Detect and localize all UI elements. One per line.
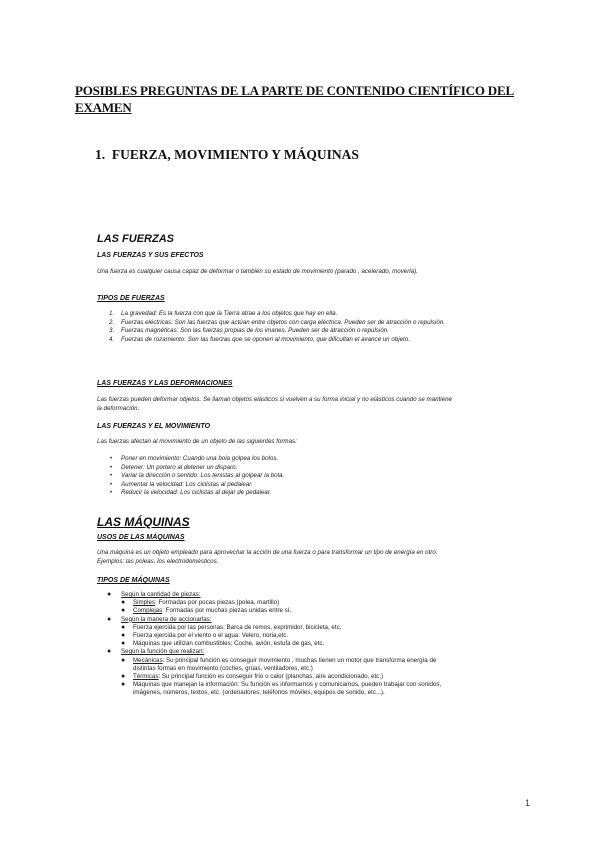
bullet-icon: ● [121,681,126,689]
section-title: FUERZA, MOVIMIENTO Y MÁQUINAS [111,147,359,162]
bullet-icon: ● [107,591,112,598]
list-item: 4. Fuerzas de rozamiento: Son las fuerzas que se oponen al movimiento, que dificultan el avance un objeto. [109,335,410,343]
document-title: POSIBLES PREGUNTAS DE LA PARTE DE CONTENIDO CIENTÍFICO DEL EXAMEN [75,83,514,115]
tipos-maquinas-list [107,591,457,698]
bullet-icon: ● [107,648,112,656]
list-item: • Detener: Un portero al detener un disparo. [107,464,437,473]
bullet-icon: ● [121,632,126,640]
list-item: ● Complejas: Formadas por muchas piezas unidas entre sí. [121,607,292,615]
list-item: ● Térmicas: Su principal función es conseguir frío o calor (planchas, aire acondicionado, etc.) [121,673,384,681]
fuerzas-heading: LAS FUERZAS [97,233,174,245]
list-item: 2. Fuerzas eléctricas: Son las fuerzas que actúan entre objetos con carga eléctrica. Pueden ser de atracción o repulsión. [109,318,445,326]
movimiento-heading: LAS FUERZAS Y EL MOVIMIENTO [97,423,211,430]
list-item: 3. Fuerzas magnéticas: Son las fuerzas propias de los imanes. Pueden ser de atracción o repulsión. [109,327,389,334]
list-item: ● Según la función que realizan: ● Mecánicas: Su principal función es conseguir movimiento , muchas tienen un motor que transforma energía de distintas formas en movimiento (coches, grúas, ventiladores, etc.) ● Térmicas: Su principal función es conseguir frío o calor (planchas, aire acondicionado, etc.) ● Máquinas que manejan la información: Su función es informarnos y comunicarnos, pueden trabajar con sonidos, imágenes, números, textos, etc. (ordenadores, teléfonos móviles, equipos de sonido, etc...). [107,648,457,697]
list-item: • Poner en movimiento: Cuando una bola golpea los bolos. [107,455,437,464]
list-item: ● Fuerza ejercida por las personas: Barca de remos, exprimidor, bicicleta, etc. [121,623,342,631]
list-item: ● Máquinas que utilizan combustibles: Coche, avión, estufa de gas, etc. [121,640,325,648]
list-item: ● Fuerza ejercida por el viento o el agua: Velero, noria,etc. [121,632,289,640]
efectos-text: Una fuerza es cualquier causa capaz de deformar o también su estado de movimiento (parado , acelerado, moverla). [97,268,418,275]
bullet-icon: ● [121,599,126,607]
bullet-icon: ● [121,640,126,648]
maquinas-heading: LAS MÁQUINAS [97,515,190,529]
list-item: ● Mecánicas: Su principal función es conseguir movimiento , muchas tienen un motor que transforma energía de distintas formas en movimiento (coches, grúas, ventiladores, etc.) [121,656,437,672]
usos-heading: USOS DE LAS MÁQUINAS [97,534,185,541]
movimiento-list [107,455,437,498]
deformaciones-text: Las fuerzas pueden deformar objetos. Se llaman objetos elásticos si vuelven a su forma inicial y no elásticos cuando se mantiene la deformación. [97,396,452,412]
usos-text: Una máquina es un objeto empleado para aprovechar la acción de una fuerza o para transformar un tipo de energía en otro. Ejemplos: las poleas, los electrodomésticos. [97,549,438,565]
bullet-icon: ● [121,623,126,631]
list-item: • Variar la dirección o sentido: Los tenistas al golpear la bola. [107,472,437,481]
page-number: 1 [524,798,530,808]
bullet-icon: ● [121,673,126,681]
deformaciones-heading: LAS FUERZAS Y LAS DEFORMACIONES [97,380,233,387]
tipos-maquinas-heading: TIPOS DE MÁQUINAS [97,577,170,584]
tipos-fuerzas-heading: TIPOS DE FUERZAS [97,295,165,302]
bullet-icon: ● [121,656,126,664]
bullet-icon: ● [121,607,126,615]
list-item: • Reducir la velocidad: Los ciclistas al dejar de pedalear. [107,489,437,498]
list-item: ● Simples: Formadas por pocas piezas (polea, martillo) [121,599,280,607]
movimiento-text: Las fuerzas afectan al movimiento de un objeto de las siguientes formas: [97,438,297,445]
list-item: 1. La gravedad: Es la fuerza con que la Tierra atrae a los objetos que hay en ella. [109,310,338,317]
list-item: ● Según la manera de accionarlas: ● Fuerza ejercida por las personas: Barca de remos, exprimidor, bicicleta, etc. ● Fuerza ejercida por el viento o el agua: Velero, noria,etc. ● Máquinas que utilizan combustibles: Coche, avión, estufa de gas, etc. [107,616,457,649]
tipos-fuerzas-list [107,310,447,344]
list-item: • Aumentar la velocidad: Los ciclistas al pedalear. [107,481,437,490]
bullet-icon: ● [107,615,112,623]
section-number: 1. [95,147,106,162]
efectos-heading: LAS FUERZAS Y SUS EFECTOS [97,252,204,259]
list-item: ● Máquinas que manejan la información: Su función es informarnos y comunicarnos, pueden trabajar con sonidos, imágenes, números, textos, etc. (ordenadores, teléfonos móviles, equipos de sonido, etc...). [121,681,442,697]
list-item: ● Según la cantidad de piezas: ● Simples: Formadas por pocas piezas (polea, martillo) ● Complejas: Formadas por muchas piezas unidas entre sí. [107,591,457,616]
section-heading [95,147,359,163]
